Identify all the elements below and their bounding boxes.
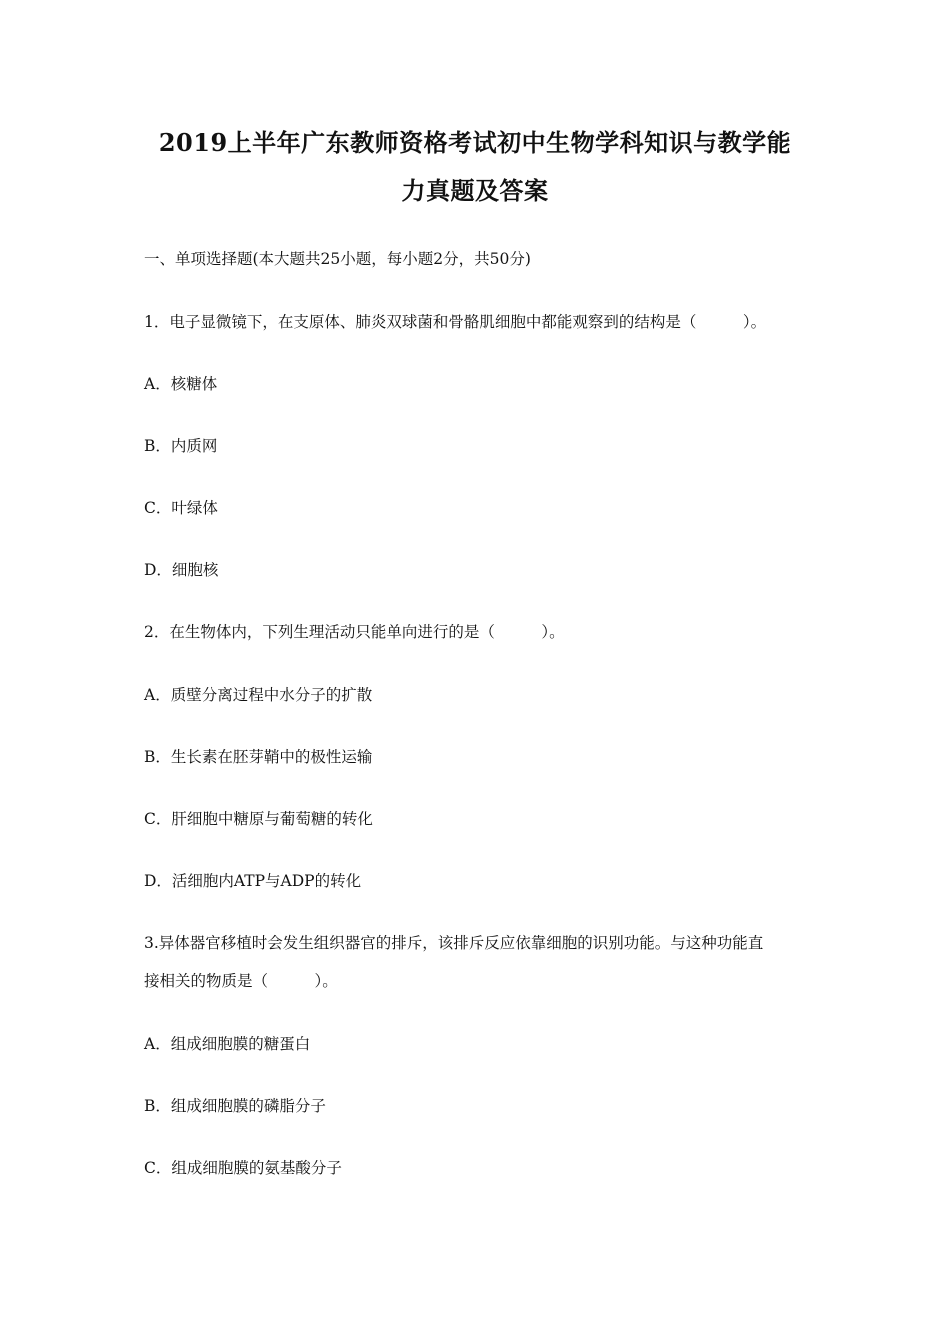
question-1-stem: 1．电子显微镜下，在支原体、肺炎双球菌和骨骼肌细胞中都能观察到的结构是（ ）。: [144, 313, 767, 331]
question-2-option-a: A．质壁分离过程中水分子的扩散: [144, 686, 373, 704]
question-1-option-d: D．细胞核: [144, 561, 219, 579]
question-3-option-c: C．组成细胞膜的氨基酸分子: [144, 1159, 342, 1177]
question-1-option-c: C．叶绿体: [144, 499, 218, 517]
question-2-option-d: D．活细胞内ATP与ADP的转化: [144, 872, 362, 890]
question-2-option-b: B．生长素在胚芽鞘中的极性运输: [144, 748, 373, 766]
document-title-line-1: 2019上半年广东教师资格考试初中生物学科知识与教学能: [158, 128, 792, 157]
question-2-stem: 2．在生物体内，下列生理活动只能单向进行的是（ ）。: [144, 623, 565, 641]
question-1-option-a: A．核糖体: [144, 375, 218, 393]
question-2-option-c: C．肝细胞中糖原与葡萄糖的转化: [144, 810, 373, 828]
document-title-line-2: 力真题及答案: [401, 176, 549, 205]
question-1-option-b: B．内质网: [144, 437, 218, 455]
question-3-stem-line-1: 3.异体器官移植时会发生组织器官的排斥，该排斥反应依靠细胞的识别功能。与这种功能直: [144, 934, 764, 952]
section-heading: 一、单项选择题(本大题共25小题，每小题2分，共50分): [144, 250, 531, 268]
question-3-option-a: A．组成细胞膜的糖蛋白: [144, 1035, 311, 1053]
question-3-stem-line-2: 接相关的物质是（ ）。: [144, 972, 338, 990]
question-3-option-b: B．组成细胞膜的磷脂分子: [144, 1097, 326, 1115]
